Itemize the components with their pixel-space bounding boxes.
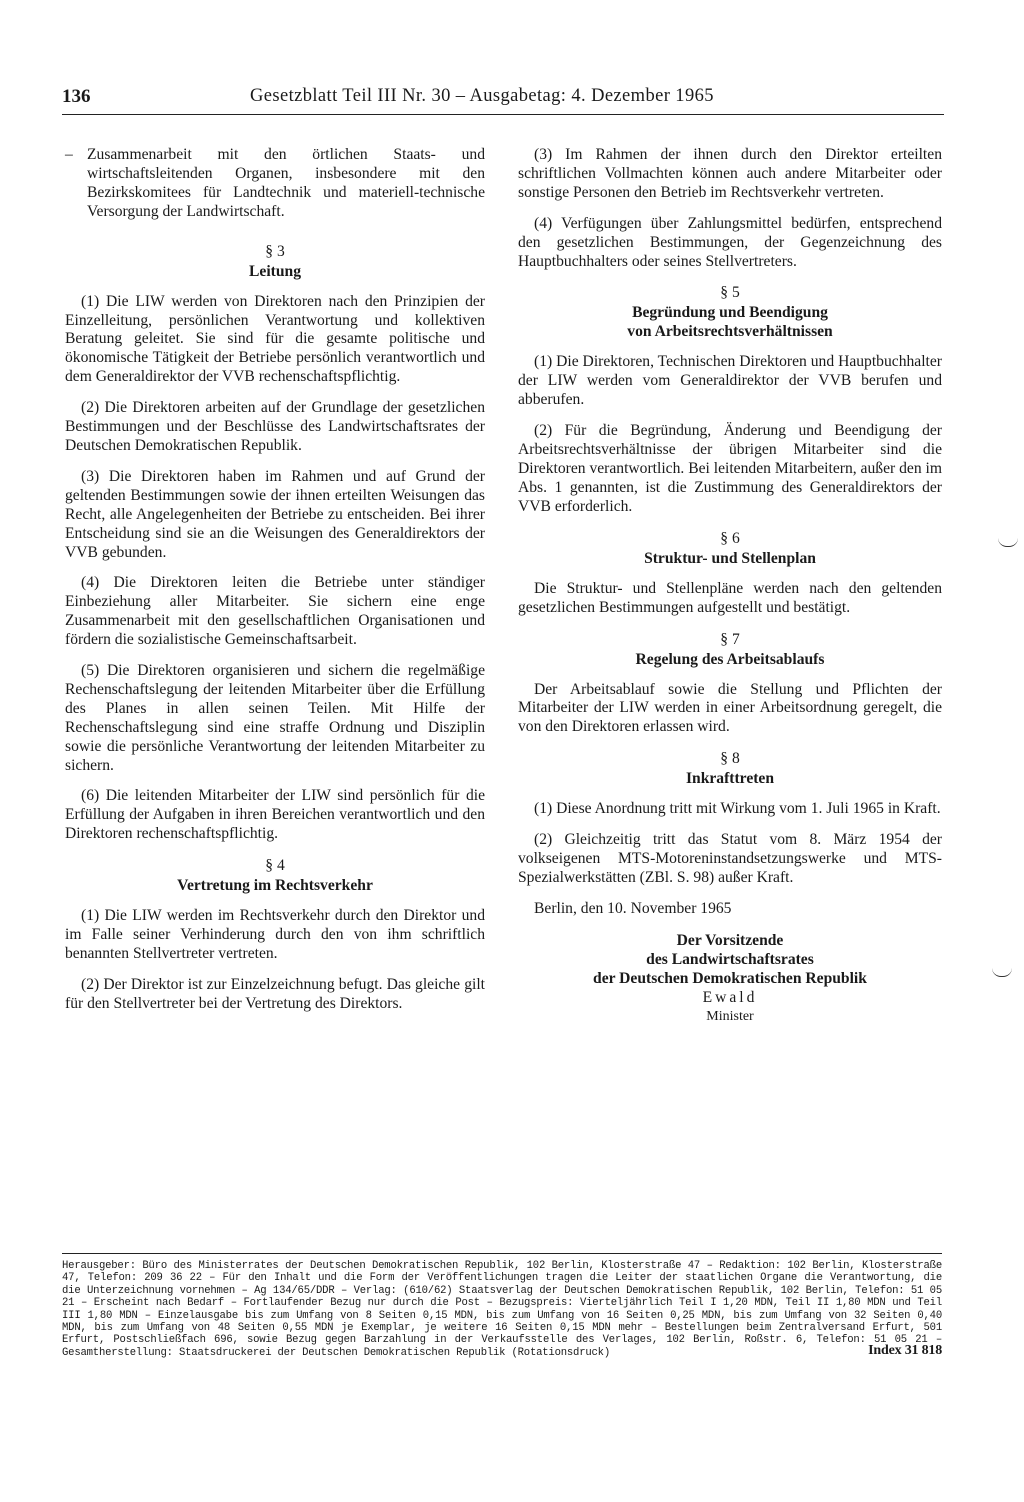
page-header — [62, 86, 944, 115]
imprint-text: Herausgeber: Büro des Ministerrates der Deutschen Demokratischen Republik, 102 Berlin, Klosterstraße 47 – Redaktion: 102 Berlin, Klosterstraße 47, Telefon: 209 36 22 – Für den Inhalt und die Form der Veröffentlichungen tragen die Leiter der staatlichen Organe die Verantwortung, die die Unterzeichnung vornehmen – Ag 134/65/DDR – Verlag: (610/62) Staatsverlag der Deutschen Demokratischen Republik, 102 Berlin, Telefon: 51 05 21 – Erscheint nach Bedarf – Fortlaufender Bezug nur durch die Post – Bezugspreis: Vierteljährlich Teil I 1,20 MDN, Teil II 1,80 MDN und Teil III 1,80 MDN – Einzelausgabe bis zum Umfang von 8 Seiten 0,15 MDN, bis zum Umfang von 16 Seiten 0,25 MDN, bis zum Umfang von 32 Seiten 0,40 MDN, bis zum Umfang von 48 Seiten 0,55 MDN je Exemplar, je weitere 16 Seiten 0,15 MDN mehr – Bestellungen beim Zentralversand Erfurt, 501 Erfurt, Postschließfach 696, sowie Bezug gegen Barzahlung in der Verkaufsstelle des Verlages, 102 Berlin, Roßstr. 6, Telefon: 51 05 21 – Gesamtherstellung: Staatsdruckerei der Deutschen Demokratischen Republik (Rotationsdruck) — [62, 1260, 942, 1359]
section-number: § 7 — [720, 630, 740, 648]
paragraph: (2) Für die Begründung, Änderung und Beendigung der Arbeitsrechtsverhältnisse der übrigen Mitarbeiter sind die Direktoren verantwortlich. Bei leitenden Mitarbeitern, außer den im Abs. 1 genannten, ist die Zustimmung des Generaldirektors der VVB erforderlich. — [518, 422, 942, 515]
signatory-rank: Minister — [706, 1008, 754, 1024]
section-title: von Arbeitsrechtsverhältnissen — [627, 323, 833, 341]
margin-mark — [998, 538, 1018, 547]
imprint-footer — [62, 1253, 942, 1359]
paragraph: (1) Die Direktoren, Technischen Direktoren und Hauptbuchhalter der LIW werden vom Generaldirektor der VVB berufen und abberufen. — [518, 353, 942, 409]
place-date: Berlin, den 10. November 1965 — [534, 899, 732, 917]
dash-bullet: – — [65, 146, 73, 163]
section-8-heading — [518, 749, 942, 788]
section-number: § 3 — [265, 242, 285, 260]
section-7-heading — [518, 630, 942, 669]
section-number: § 6 — [720, 529, 740, 547]
paragraph: (4) Die Direktoren leiten die Betriebe unter ständiger Einbeziehung aller Mitarbeiter. Sie sichern eine enge Zusammenarbeit mit den gesellschaftlichen Organisationen und fördern die sozialistische Gemeinschaftsarbeit. — [65, 574, 485, 649]
section-6-heading — [518, 529, 942, 568]
section-title: Struktur- und Stellenplan — [644, 549, 816, 567]
section-number: § 5 — [720, 284, 740, 302]
section-title: Leitung — [249, 262, 301, 280]
signatory-title: der Deutschen Demokratischen Republik — [593, 969, 867, 987]
running-title: Gesetzblatt Teil III Nr. 30 – Ausgabetag: 4. Dezember 1965 — [250, 86, 714, 106]
paragraph: (1) Diese Anordnung tritt mit Wirkung vom 1. Juli 1965 in Kraft. — [534, 800, 941, 818]
section-title: Inkrafttreten — [685, 770, 775, 788]
signature-block — [518, 931, 942, 1026]
paragraph: (3) Die Direktoren haben im Rahmen und auf Grund der geltenden Bestimmungen sowie der ihnen erteilten Weisungen das Recht, alle Angelegenheiten der Betriebe zu entscheiden. Bei ihrer Entscheidung sind sie an die Weisungen des Generaldirektors der VVB gebunden. — [65, 467, 485, 561]
paragraph: Der Arbeitsablauf sowie die Stellung und Pflichten der Mitarbeiter der LIW werden in einer Arbeitsordnung geregelt, die von den Direktoren erlassen wird. — [518, 680, 942, 736]
paragraph: (2) Gleichzeitig tritt das Statut vom 8. März 1954 der volkseigenen MTS-Motoreninstandsetzungswerke und MTS-Spezialwerkstätten (ZBl. S. 98) außer Kraft. — [518, 831, 942, 886]
dash-item-text: Zusammenarbeit mit den örtlichen Staats- und wirtschaftsleitenden Organen, insbesondere mit den Bezirkskomitees für Landtechnik und materiell-technische Versorgung der Landwirtschaft. — [87, 146, 485, 220]
section-3-heading — [65, 242, 485, 281]
paragraph: Die Struktur- und Stellenpläne werden nach den geltenden gesetzlichen Bestimmungen aufgestellt und bestätigt. — [518, 579, 942, 616]
section-4-heading — [65, 856, 485, 895]
paragraph: (3) Im Rahmen der ihnen durch den Direktor erteilten schriftlichen Vollmachten können auch andere Mitarbeiter oder sonstige Personen den Betrieb im Rechtsverkehr vertreten. — [518, 146, 942, 201]
section-number: § 4 — [265, 857, 285, 875]
signatory-title: Der Vorsitzende — [676, 931, 784, 949]
paragraph: (5) Die Direktoren organisieren und sichern die regelmäßige Rechenschaftslegung der leitenden Mitarbeiter über die Erfüllung des Planes in allen seinen Teilen. Mit Hilfe der Rechenschaftslegung sind eine straffe Ordnung und Disziplin sowie die persönliche Verantwortung der leitenden Mitarbeiter zu sichern. — [65, 662, 485, 774]
paragraph: (1) Die LIW werden im Rechtsverkehr durch den Direktor und im Falle seiner Verhinderung durch den von ihm schriftlich benannten Stellvertreter vertreten. — [65, 907, 485, 962]
signatory-title: des Landwirtschaftsrates — [646, 950, 814, 968]
signatory-name: Ewald — [702, 988, 758, 1006]
paragraph: (4) Verfügungen über Zahlungsmittel bedürfen, entsprechend den gesetzlichen Bestimmungen, der Gegenzeichnung des Hauptbuchhalters oder seines Stellvertreters. — [518, 214, 942, 270]
section-title: Begründung und Beendigung — [632, 304, 828, 322]
section-title: Vertretung im Rechtsverkehr — [177, 877, 373, 895]
section-number: § 8 — [720, 750, 740, 768]
index-number: Index 31 818 — [868, 1342, 942, 1358]
margin-mark — [992, 968, 1012, 977]
right-column — [518, 146, 942, 1026]
section-5-heading — [518, 283, 942, 341]
left-column — [65, 146, 485, 1026]
paragraph: (6) Die leitenden Mitarbeiter der LIW sind persönlich für die Erfüllung der Aufgaben in ihren Bereichen verantwortlich und den Direktoren rechenschaftspflichtig. — [65, 787, 485, 843]
paragraph: (2) Die Direktoren arbeiten auf der Grundlage der gesetzlichen Bestimmungen und der Beschlüsse des Landwirtschaftsrates der Deutschen Demokratischen Republik. — [65, 399, 485, 454]
paragraph: (2) Der Direktor ist zur Einzelzeichnung befugt. Das gleiche gilt für den Stellvertreter bei der Vertretung des Direktors. — [65, 975, 485, 1012]
paragraph: (1) Die LIW werden von Direktoren nach den Prinzipien der Einzelleitung, persönlichen Verantwortung und kollektiven Beratung geleitet. Sie sind für die gesamte politische und ökonomische Tätigkeit der Betriebe persönlich verantwortlich und dem Generaldirektor der VVB rechenschaftspflichtig. — [65, 292, 485, 386]
dash-list-item — [65, 146, 485, 222]
section-title: Regelung des Arbeitsablaufs — [635, 650, 825, 668]
page-number: 136 — [62, 86, 91, 107]
